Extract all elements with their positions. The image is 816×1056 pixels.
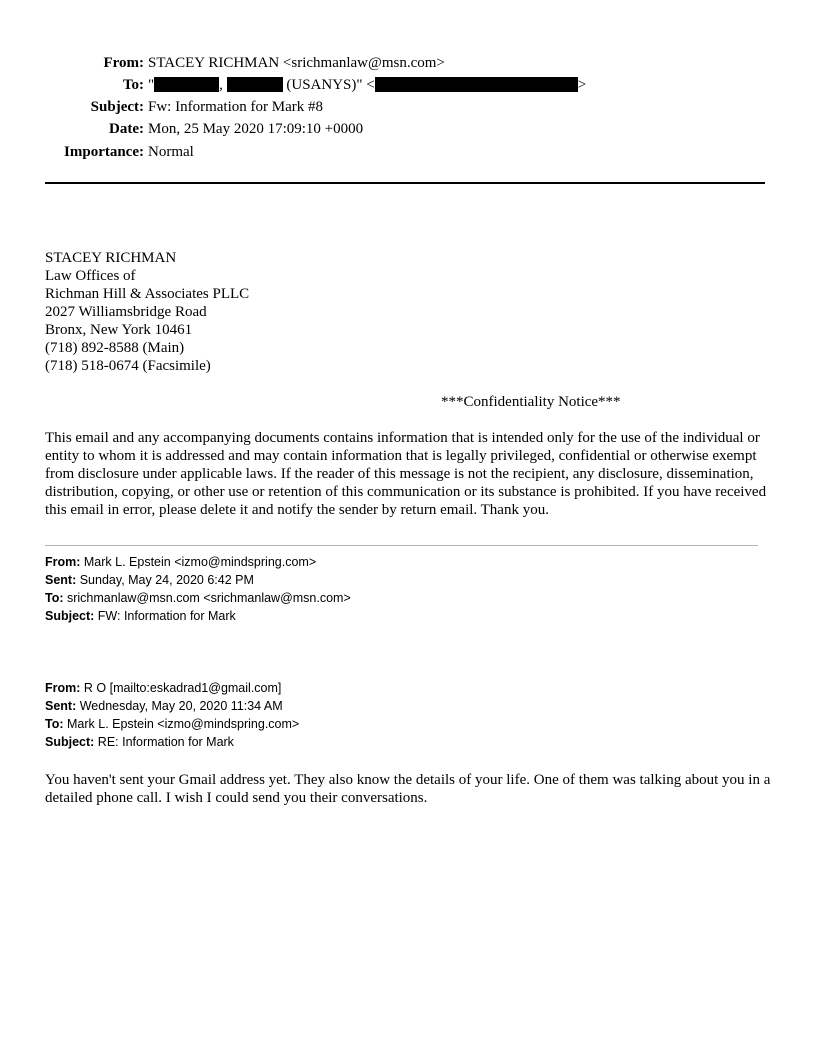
forward1-sent-value: Sunday, May 24, 2020 6:42 PM — [76, 573, 254, 587]
forward1-subject-label: Subject: — [45, 609, 95, 623]
message-body: You haven't sent your Gmail address yet. They also know the details of your life. One of them was talking about you in a detailed phone call. I wish I could send you their conversations. — [45, 772, 771, 806]
header-subject-value: Fw: Information for Mark #8 — [148, 99, 323, 115]
forward1-from-label: From: — [45, 555, 81, 569]
forward1-to-label: To: — [45, 591, 64, 605]
redaction-bar — [227, 77, 283, 92]
forward1-from-value: Mark L. Epstein <izmo@mindspring.com> — [80, 555, 317, 569]
forward2-to-label: To: — [45, 717, 64, 731]
header-importance-label: Importance: — [64, 144, 144, 160]
forward-divider — [45, 545, 758, 546]
forward1-subject-value: FW: Information for Mark — [94, 609, 236, 623]
forward2-to-value: Mark L. Epstein <izmo@mindspring.com> — [63, 717, 300, 731]
header-to-value — [148, 76, 586, 94]
confidentiality-title: ***Confidentiality Notice*** — [441, 394, 621, 410]
signature-line: (718) 518-0674 (Facsimile) — [45, 358, 211, 374]
signature-block — [45, 249, 249, 375]
header-subject-label: Subject: — [90, 99, 144, 115]
forward2-from-value: R O [mailto:eskadrad1@gmail.com] — [80, 681, 282, 695]
forward2-sent-label: Sent: — [45, 699, 77, 713]
forward2-from-row — [45, 679, 281, 697]
signature-line: 2027 Williamsbridge Road — [45, 304, 207, 320]
forward1-to-row — [45, 589, 351, 607]
to-comma: , — [219, 77, 223, 93]
forward1-sent-row — [45, 571, 254, 589]
confidentiality-body: This email and any accompanying documents contains information that is intended only for the use of the individual or entity to whom it is addressed and may contain information that is legally privileged, confidential or otherwise exempt from disclosure under applicable laws. If the reader of this message is not the recipient, any disclosure, dissemination, distribution, copying, or other use or retention of this communication or its substance is prohibited. If you have received this email in error, please delete it and notify the sender by return email. Thank you. — [45, 430, 767, 518]
to-office: (USANYS)" < — [282, 77, 375, 93]
to-quote-open: " — [148, 77, 155, 93]
to-close: > — [577, 77, 587, 93]
forward2-subject-row — [45, 733, 234, 751]
header-divider — [45, 182, 765, 184]
signature-line: Bronx, New York 10461 — [45, 322, 193, 338]
forward2-subject-label: Subject: — [45, 735, 95, 749]
signature-line: Law Offices of — [45, 268, 136, 284]
redaction-bar — [154, 77, 219, 92]
forward2-from-label: From: — [45, 681, 81, 695]
header-date-value: Mon, 25 May 2020 17:09:10 +0000 — [148, 121, 364, 137]
header-date-label: Date: — [109, 121, 144, 137]
forward1-to-value: srichmanlaw@msn.com <srichmanlaw@msn.com> — [63, 591, 351, 605]
header-importance-value: Normal — [148, 144, 194, 160]
redaction-bar — [375, 77, 578, 92]
signature-line: (718) 892-8588 (Main) — [45, 340, 185, 356]
header-from-value: STACEY RICHMAN <srichmanlaw@msn.com> — [148, 55, 445, 71]
forward2-sent-row — [45, 697, 283, 715]
forward2-to-row — [45, 715, 299, 733]
header-from-label: From: — [103, 55, 144, 71]
signature-line: Richman Hill & Associates PLLC — [45, 286, 250, 302]
forward2-subject-value: RE: Information for Mark — [94, 735, 234, 749]
forward1-sent-label: Sent: — [45, 573, 77, 587]
forward2-sent-value: Wednesday, May 20, 2020 11:34 AM — [76, 699, 283, 713]
forward1-from-row — [45, 553, 316, 571]
header-to-label: To: — [122, 77, 144, 93]
forward1-subject-row — [45, 607, 236, 625]
signature-line: STACEY RICHMAN — [45, 250, 177, 266]
